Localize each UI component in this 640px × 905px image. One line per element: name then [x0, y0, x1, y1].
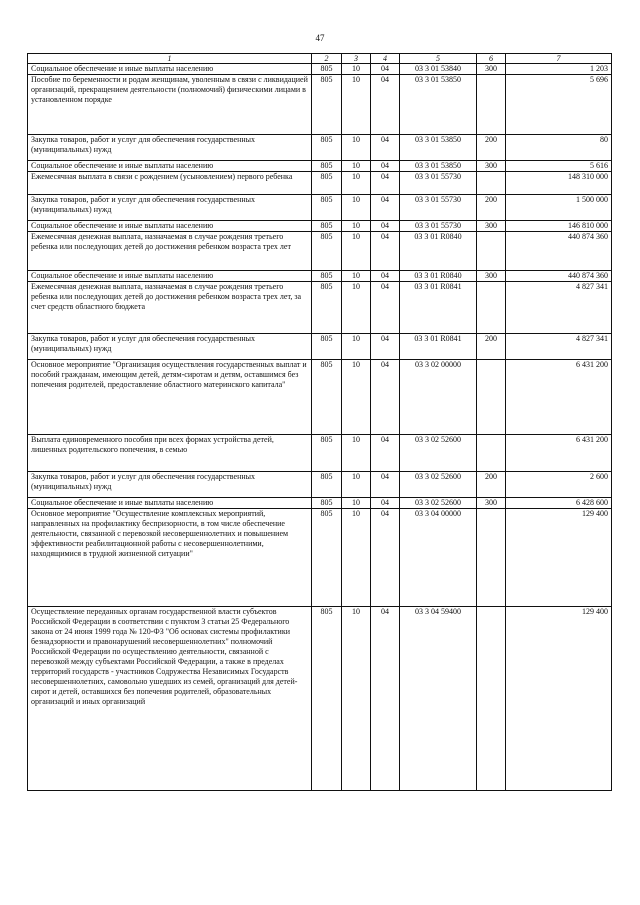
row-grbs: 805 — [312, 607, 342, 791]
row-section: 10 — [342, 271, 371, 282]
row-amount: 129 400 — [506, 607, 612, 791]
header-col-3: 3 — [342, 54, 371, 64]
row-expense-type: 200 — [477, 472, 506, 498]
table-row — [28, 221, 612, 232]
row-amount: 4 827 341 — [506, 334, 612, 360]
table-row — [28, 498, 612, 509]
row-section: 10 — [342, 195, 371, 221]
row-target-article: 03 3 01 R0841 — [400, 282, 477, 334]
table-row — [28, 334, 612, 360]
row-amount: 129 400 — [506, 509, 612, 607]
row-expense-type — [477, 607, 506, 791]
row-section: 10 — [342, 172, 371, 195]
row-target-article: 03 3 01 R0840 — [400, 271, 477, 282]
row-amount: 5 616 — [506, 161, 612, 172]
row-name: Основное мероприятие "Осуществление комплексных мероприятий, направленных на профилактику беспризорности, в том числе обеспечение деятельности, связанной с перевозкой несовершеннолетних и повышением эффективности реабилитационной работы с несовершеннолетними, находящимися в трудной жизненной ситуации" — [28, 509, 312, 607]
row-section: 10 — [342, 334, 371, 360]
row-name: Социальное обеспечение и иные выплаты населению — [28, 271, 312, 282]
row-subsection: 04 — [371, 161, 400, 172]
row-section: 10 — [342, 282, 371, 334]
row-expense-type — [477, 232, 506, 271]
row-name: Закупка товаров, работ и услуг для обеспечения государственных (муниципальных) нужд — [28, 135, 312, 161]
row-grbs: 805 — [312, 282, 342, 334]
row-target-article: 03 3 04 59400 — [400, 607, 477, 791]
header-row — [28, 54, 612, 64]
table-row — [28, 172, 612, 195]
row-expense-type: 300 — [477, 221, 506, 232]
row-section: 10 — [342, 135, 371, 161]
row-expense-type: 200 — [477, 135, 506, 161]
table-row — [28, 75, 612, 135]
row-expense-type — [477, 172, 506, 195]
row-section: 10 — [342, 161, 371, 172]
row-subsection: 04 — [371, 232, 400, 271]
row-grbs: 805 — [312, 172, 342, 195]
row-section: 10 — [342, 509, 371, 607]
row-section: 10 — [342, 75, 371, 135]
row-amount: 6 431 200 — [506, 360, 612, 435]
table-row — [28, 161, 612, 172]
row-amount: 1 500 000 — [506, 195, 612, 221]
header-col-6: 6 — [477, 54, 506, 64]
row-target-article: 03 3 01 55730 — [400, 221, 477, 232]
row-target-article: 03 3 01 55730 — [400, 172, 477, 195]
row-target-article: 03 3 02 00000 — [400, 360, 477, 435]
header-col-7: 7 — [506, 54, 612, 64]
row-grbs: 805 — [312, 64, 342, 75]
row-grbs: 805 — [312, 498, 342, 509]
row-target-article: 03 3 02 52600 — [400, 498, 477, 509]
row-grbs: 805 — [312, 75, 342, 135]
row-subsection: 04 — [371, 282, 400, 334]
row-section: 10 — [342, 498, 371, 509]
row-name: Ежемесячная выплата в связи с рождением (усыновлением) первого ребенка — [28, 172, 312, 195]
row-section: 10 — [342, 221, 371, 232]
row-subsection: 04 — [371, 509, 400, 607]
row-amount: 4 827 341 — [506, 282, 612, 334]
row-subsection: 04 — [371, 607, 400, 791]
row-expense-type — [477, 75, 506, 135]
row-expense-type — [477, 509, 506, 607]
header-col-5: 5 — [400, 54, 477, 64]
row-amount: 146 810 000 — [506, 221, 612, 232]
table-row — [28, 271, 612, 282]
row-grbs: 805 — [312, 472, 342, 498]
row-expense-type: 300 — [477, 271, 506, 282]
row-amount: 6 431 200 — [506, 435, 612, 472]
table-row — [28, 135, 612, 161]
row-subsection: 04 — [371, 334, 400, 360]
header-col-4: 4 — [371, 54, 400, 64]
row-grbs: 805 — [312, 360, 342, 435]
row-subsection: 04 — [371, 360, 400, 435]
row-name: Социальное обеспечение и иные выплаты населению — [28, 161, 312, 172]
header-col-2: 2 — [312, 54, 342, 64]
row-name: Закупка товаров, работ и услуг для обеспечения государственных (муниципальных) нужд — [28, 195, 312, 221]
row-expense-type: 300 — [477, 498, 506, 509]
row-target-article: 03 3 01 53850 — [400, 75, 477, 135]
row-target-article: 03 3 01 R0840 — [400, 232, 477, 271]
row-target-article: 03 3 01 53840 — [400, 64, 477, 75]
row-target-article: 03 3 01 53850 — [400, 135, 477, 161]
table-row — [28, 64, 612, 75]
row-grbs: 805 — [312, 271, 342, 282]
row-grbs: 805 — [312, 135, 342, 161]
table-row — [28, 435, 612, 472]
row-section: 10 — [342, 232, 371, 271]
table-row — [28, 360, 612, 435]
row-subsection: 04 — [371, 172, 400, 195]
row-grbs: 805 — [312, 195, 342, 221]
row-section: 10 — [342, 435, 371, 472]
row-subsection: 04 — [371, 195, 400, 221]
row-target-article: 03 3 01 55730 — [400, 195, 477, 221]
row-name: Осуществление переданных органам государственной власти субъектов Российской Федерации в соответствии с пунктом 3 статьи 25 Федерального закона от 24 июня 1999 года № 120-ФЗ "Об основах системы профилактики безнадзорности и правонарушений несовершеннолетних" полномочий Российской Федерации по осуществлению деятельности, связанной с перевозкой между субъектами Российской Федерации, а также в пределах территорий государств - участников Содружества Независимых Государств несовершеннолетних, самовольно ушедших из семей, организаций для детей-сирот и детей, оставшихся без попечения родителей, образовательных организаций и иных организаций — [28, 607, 312, 791]
header-col-1: 1 — [28, 54, 312, 64]
row-target-article: 03 3 01 53850 — [400, 161, 477, 172]
row-expense-type: 300 — [477, 64, 506, 75]
row-grbs: 805 — [312, 221, 342, 232]
row-subsection: 04 — [371, 135, 400, 161]
row-amount: 440 874 360 — [506, 271, 612, 282]
row-expense-type: 300 — [477, 161, 506, 172]
row-amount: 2 600 — [506, 472, 612, 498]
table-row — [28, 232, 612, 271]
row-grbs: 805 — [312, 334, 342, 360]
row-grbs: 805 — [312, 161, 342, 172]
row-name: Выплата единовременного пособия при всех формах устройства детей, лишенных родительского попечения, в семью — [28, 435, 312, 472]
row-grbs: 805 — [312, 232, 342, 271]
table-row — [28, 509, 612, 607]
row-section: 10 — [342, 360, 371, 435]
row-amount: 1 203 — [506, 64, 612, 75]
row-target-article: 03 3 01 R0841 — [400, 334, 477, 360]
row-expense-type — [477, 360, 506, 435]
row-subsection: 04 — [371, 64, 400, 75]
page-number: 47 — [315, 33, 325, 43]
row-section: 10 — [342, 64, 371, 75]
row-name: Социальное обеспечение и иные выплаты населению — [28, 221, 312, 232]
row-amount: 148 310 000 — [506, 172, 612, 195]
row-target-article: 03 3 02 52600 — [400, 435, 477, 472]
table-row — [28, 282, 612, 334]
table-row — [28, 472, 612, 498]
row-amount: 440 874 360 — [506, 232, 612, 271]
row-subsection: 04 — [371, 271, 400, 282]
row-expense-type: 200 — [477, 195, 506, 221]
row-target-article: 03 3 04 00000 — [400, 509, 477, 607]
row-amount: 6 428 600 — [506, 498, 612, 509]
row-name: Закупка товаров, работ и услуг для обеспечения государственных (муниципальных) нужд — [28, 472, 312, 498]
row-expense-type — [477, 435, 506, 472]
row-grbs: 805 — [312, 435, 342, 472]
row-expense-type: 200 — [477, 334, 506, 360]
row-subsection: 04 — [371, 435, 400, 472]
row-subsection: 04 — [371, 498, 400, 509]
row-grbs: 805 — [312, 509, 342, 607]
row-name: Социальное обеспечение и иные выплаты населению — [28, 498, 312, 509]
row-section: 10 — [342, 472, 371, 498]
budget-table — [27, 53, 612, 791]
row-target-article: 03 3 02 52600 — [400, 472, 477, 498]
row-subsection: 04 — [371, 472, 400, 498]
row-name: Социальное обеспечение и иные выплаты населению — [28, 64, 312, 75]
row-subsection: 04 — [371, 221, 400, 232]
row-amount: 80 — [506, 135, 612, 161]
row-amount: 5 696 — [506, 75, 612, 135]
row-name: Закупка товаров, работ и услуг для обеспечения государственных (муниципальных) нужд — [28, 334, 312, 360]
row-name: Основное мероприятие "Организация осуществления государственных выплат и пособий гражданам, имеющим детей, детям-сиротам и детям, оставшимся без попечения родителей, предоставление областного материнского капитала" — [28, 360, 312, 435]
row-name: Ежемесячная денежная выплата, назначаемая в случае рождения третьего ребенка или последующих детей до достижения ребенком возраста трех лет — [28, 232, 312, 271]
row-name: Ежемесячная денежная выплата, назначаемая в случае рождения третьего ребенка или последующих детей до достижения ребенком возраста трех лет, за счет средств областного бюджета — [28, 282, 312, 334]
row-expense-type — [477, 282, 506, 334]
table-row — [28, 195, 612, 221]
row-subsection: 04 — [371, 75, 400, 135]
row-section: 10 — [342, 607, 371, 791]
table-row — [28, 607, 612, 791]
row-name: Пособие по беременности и родам женщинам, уволенным в связи с ликвидацией организаций, прекращением деятельности (полномочий) физическими лицами в установленном порядке — [28, 75, 312, 135]
